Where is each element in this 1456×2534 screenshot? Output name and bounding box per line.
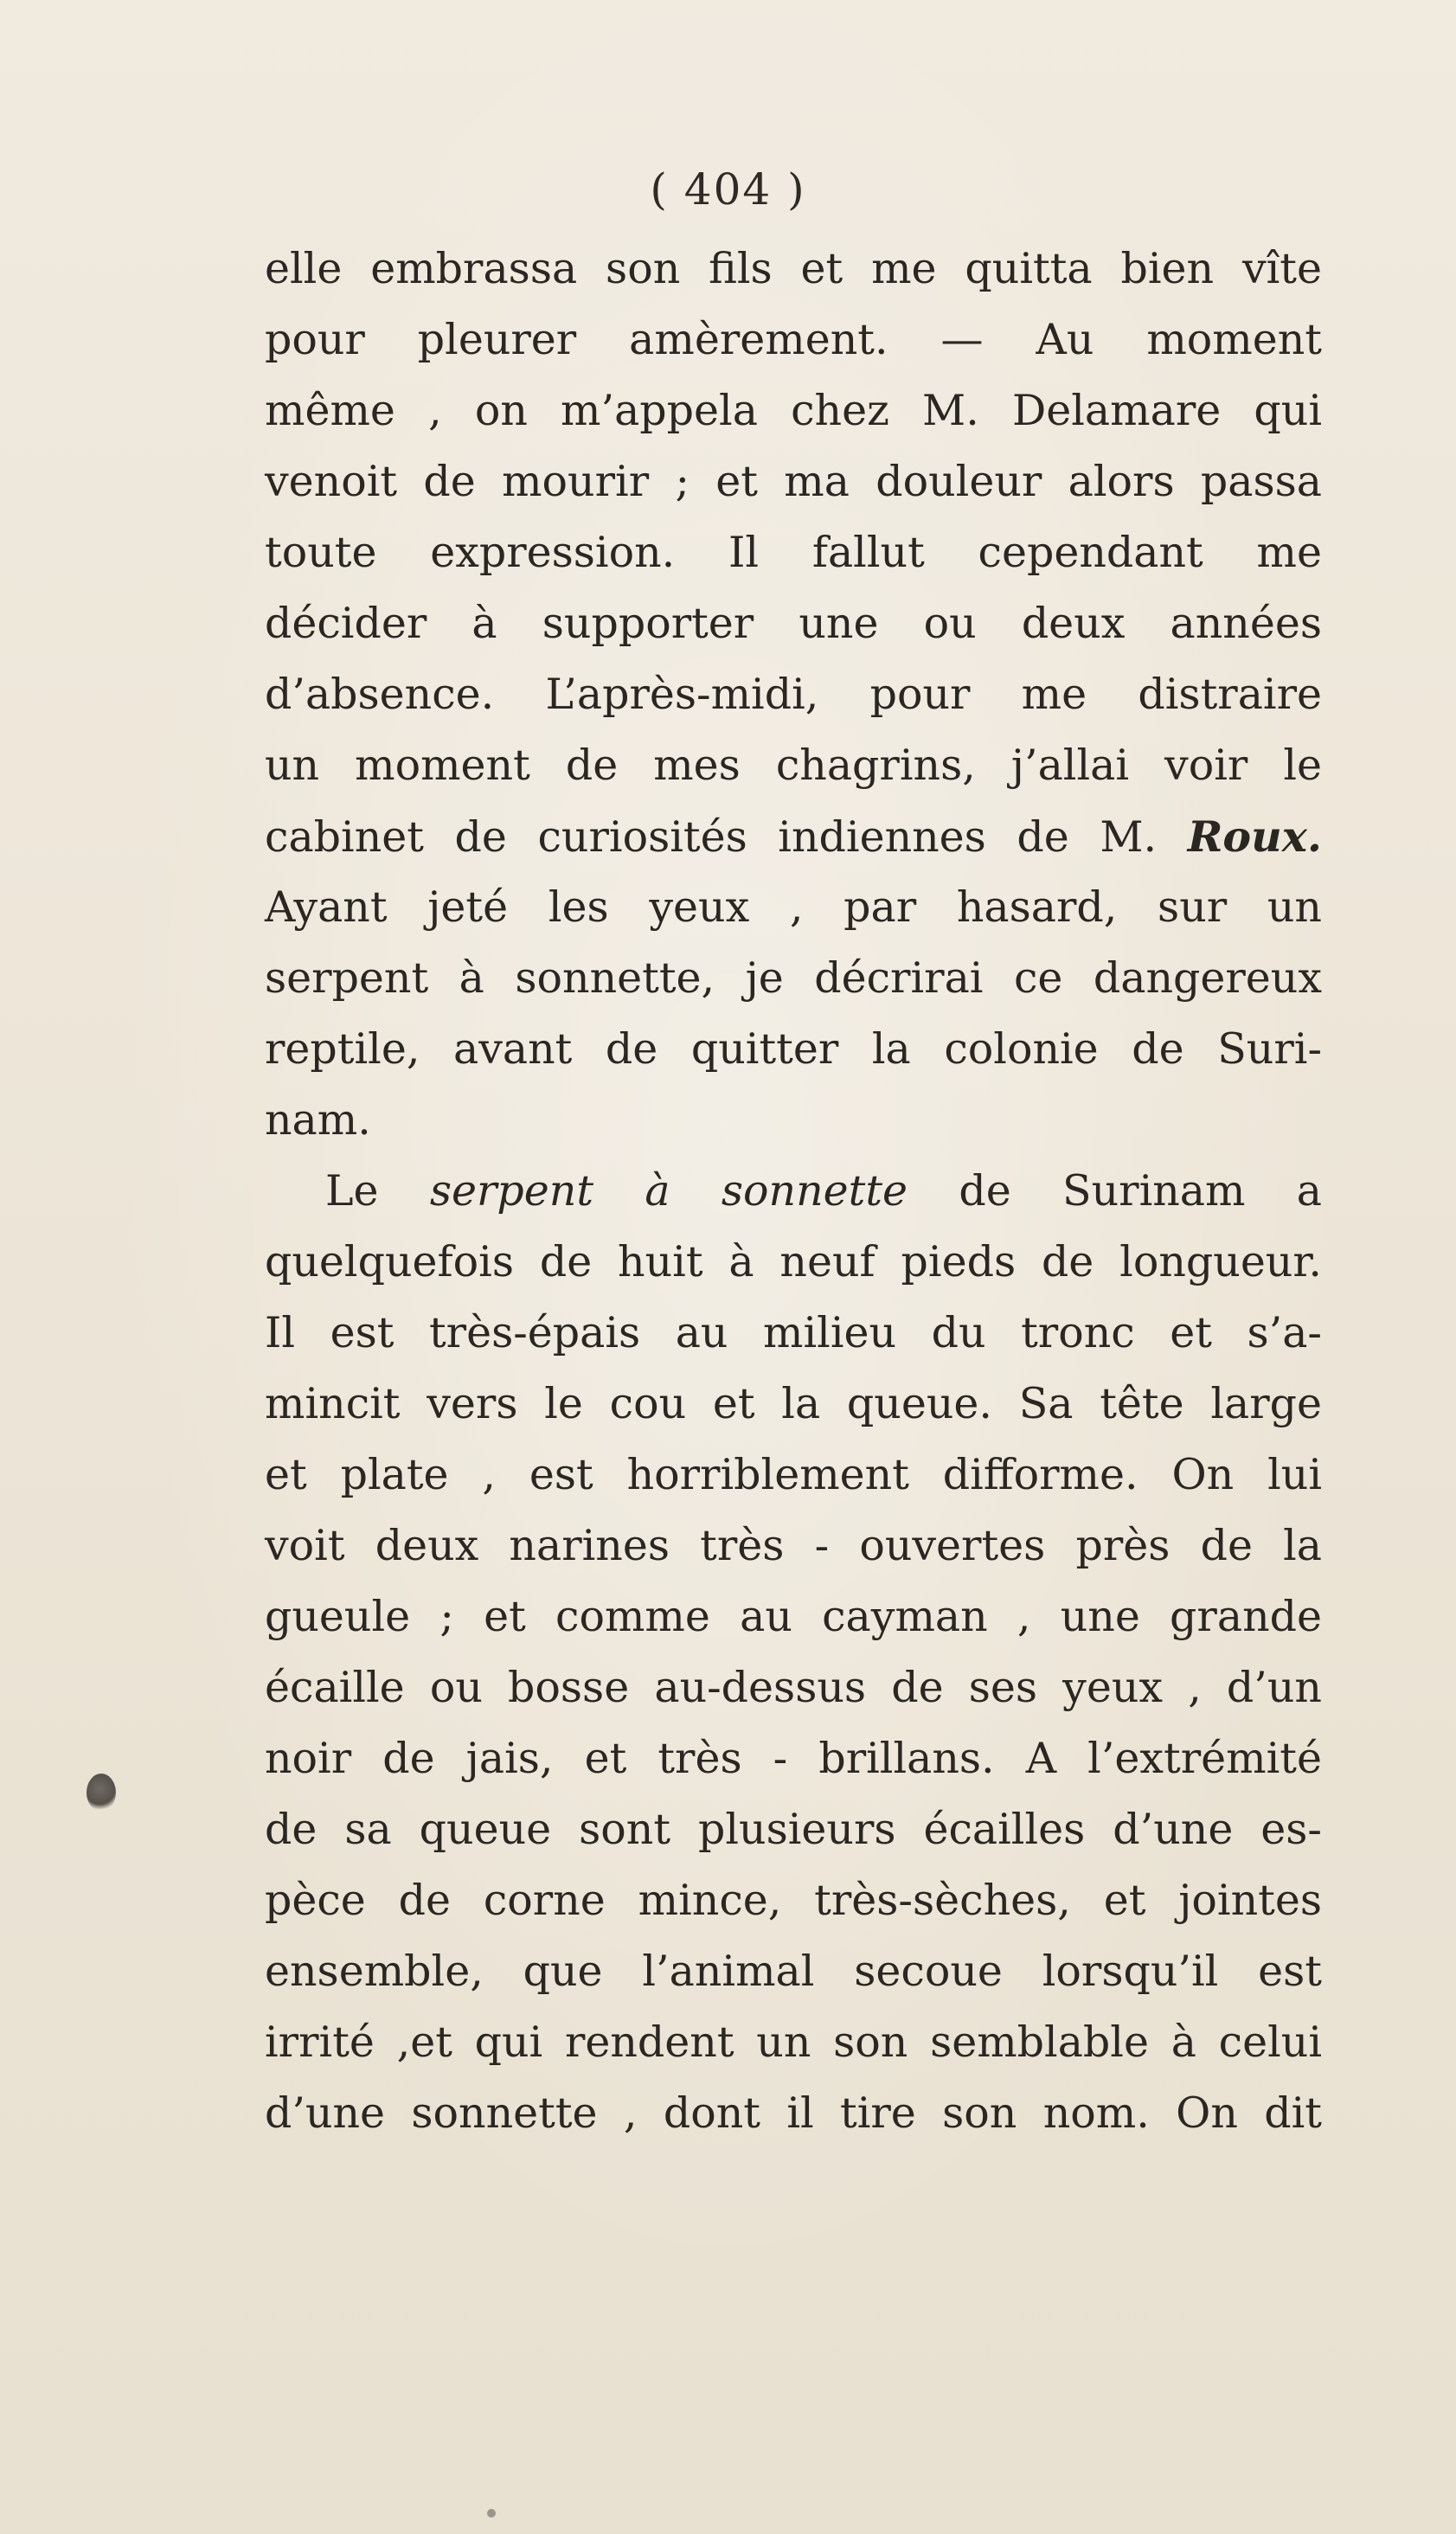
text-line: mincit vers le cou et la queue. Sa tête large xyxy=(265,1379,1322,1428)
text-line: pèce de corne mince, très-sèches, et jointes xyxy=(265,1876,1322,1925)
text-line: ensemble, que l’animal secoue lorsqu’il est xyxy=(265,1947,1322,1996)
text-line: écaille ou bosse au-dessus de ses yeux , d’un xyxy=(265,1663,1322,1712)
text-line: venoit de mourir ; et ma douleur alors passa xyxy=(265,457,1322,506)
text-line: pour pleurer amèrement. — Au moment xyxy=(265,315,1322,364)
text-line: serpent à sonnette, je décrirai ce dangereux xyxy=(265,953,1322,1003)
text-segment: cabinet de curiosités indiennes de M. xyxy=(265,812,1188,862)
text-line: d’une sonnette , dont il tire son nom. On dit xyxy=(265,2088,1322,2138)
page-number: ( 404 ) xyxy=(650,164,806,215)
text-line: même , on m’appela chez M. Delamare qui xyxy=(265,386,1322,435)
text-line: voit deux narines très - ouvertes près de la xyxy=(265,1521,1322,1570)
text-line: Il est très-épais au milieu du tronc et s’a- xyxy=(265,1308,1322,1357)
text-line xyxy=(265,1156,1322,1227)
text-line: nam. xyxy=(265,1095,371,1145)
text-line: irrité ,et qui rendent un son semblable à celui xyxy=(265,2018,1322,2067)
text-line: noir de jais, et très - brillans. A l’extrémité xyxy=(265,1734,1322,1783)
text-line: Ayant jeté les yeux , par hasard, sur un xyxy=(265,882,1322,932)
text-line: elle embrassa son fils et me quitta bien vîte xyxy=(265,244,1322,293)
name-roux: Roux. xyxy=(1187,812,1322,862)
paper-speck xyxy=(487,2509,496,2518)
italic-term: serpent à sonnette xyxy=(429,1166,908,1216)
text-segment: de Surinam a xyxy=(908,1166,1323,1216)
text-line: quelquefois de huit à neuf pieds de longueur. xyxy=(265,1237,1322,1286)
text-line: de sa queue sont plusieurs écailles d’une es- xyxy=(265,1805,1322,1854)
text-line: d’absence. L’après-midi, pour me distraire xyxy=(265,670,1322,719)
body-text xyxy=(265,234,1322,2149)
text-line: un moment de mes chagrins, j’allai voir le xyxy=(265,741,1322,790)
text-line: toute expression. Il fallut cependant me xyxy=(265,528,1322,577)
ink-blot xyxy=(87,1774,116,1812)
text-line: décider à supporter une ou deux années xyxy=(265,599,1322,648)
text-line xyxy=(265,801,1322,872)
text-line: et plate , est horriblement difforme. On lui xyxy=(265,1450,1322,1499)
text-segment: Le xyxy=(325,1166,430,1216)
text-line: reptile, avant de quitter la colonie de Suri- xyxy=(265,1024,1322,1074)
text-line: gueule ; et comme au cayman , une grande xyxy=(265,1592,1322,1641)
